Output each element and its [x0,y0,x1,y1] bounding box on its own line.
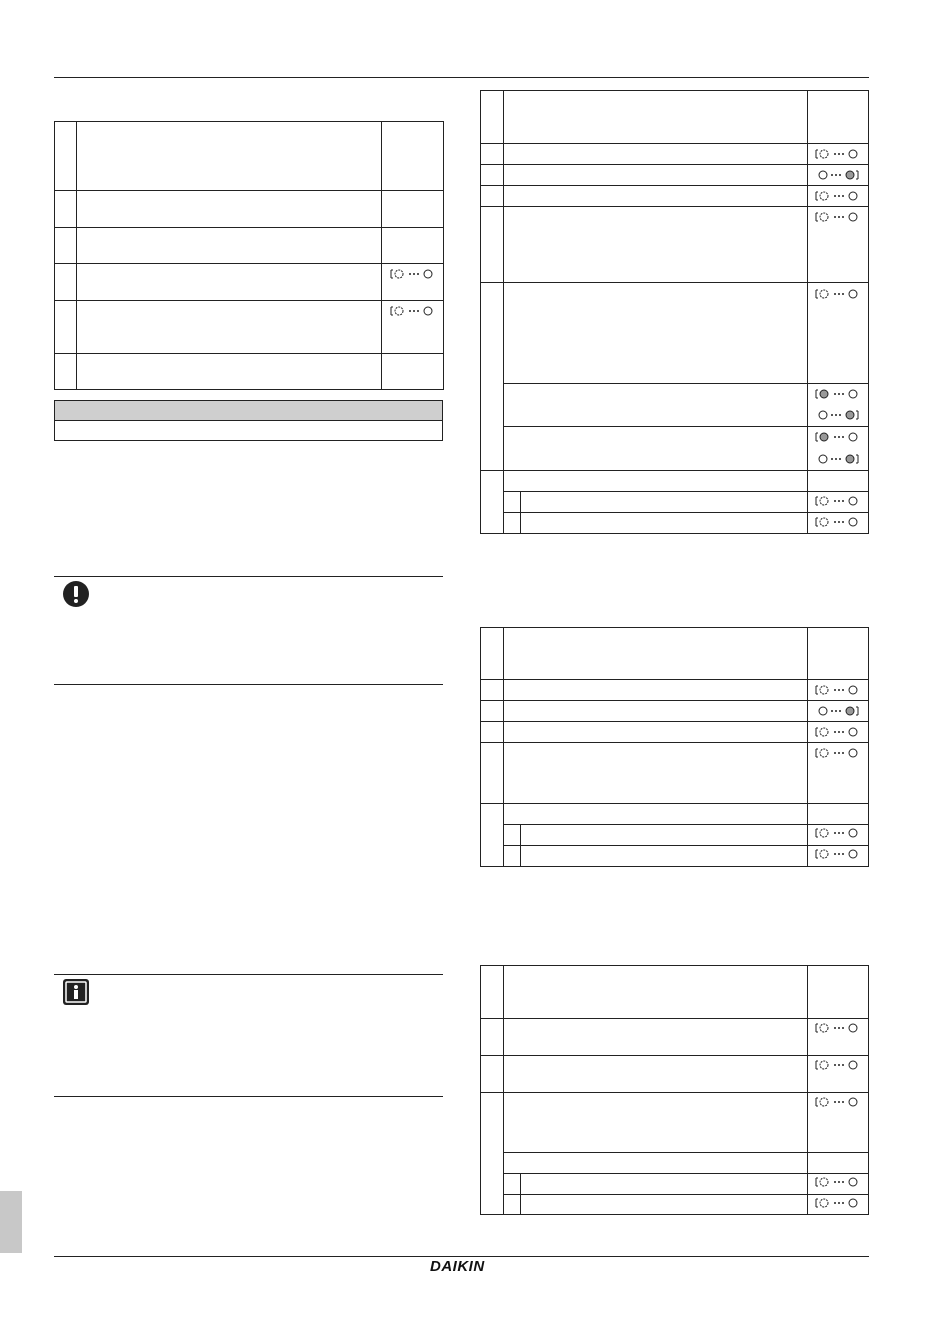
led-blinking-off-icon [815,211,861,223]
led-on-right-icon [815,705,861,717]
led-blinking-off-icon [390,268,436,280]
led-blinking-off-icon [815,495,861,507]
led-blinking-off-icon [815,1197,861,1209]
brand-logo: DAIKIN [430,1258,485,1275]
shaded-body-row [54,421,443,441]
info-square-icon [62,978,90,1006]
led-blinking-off-icon [815,148,861,160]
info-bottom-rule [54,1096,443,1097]
table-row [55,228,444,264]
led-blinking-off-icon [815,288,861,300]
led-blinking-off-icon [390,305,436,317]
left-table [54,121,444,390]
table-row [55,301,444,354]
info-top-rule [54,974,443,975]
warning-top-rule [54,576,443,577]
right-table-1 [480,90,870,536]
table-row [55,264,444,301]
led-blinking-off-icon [815,726,861,738]
table-row [55,191,444,228]
led-on-left-icon [815,431,861,443]
led-on-right-icon [815,169,861,181]
led-blinking-off-icon [815,684,861,696]
table-row [55,122,444,191]
warning-bottom-rule [54,684,443,685]
header-rule [54,77,869,78]
led-blinking-off-icon [815,747,861,759]
side-tab [0,1191,22,1253]
led-blinking-off-icon [815,848,861,860]
exclamation-circle-icon [62,580,90,608]
led-blinking-off-icon [815,1096,861,1108]
right-table-2 [480,627,870,869]
led-blinking-off-icon [815,1059,861,1071]
table-row [55,354,444,390]
led-blinking-off-icon [815,827,861,839]
shaded-header [54,400,443,421]
led-blinking-off-icon [815,516,861,528]
led-on-right-icon [815,409,861,421]
footer-rule [54,1256,869,1257]
led-on-right-icon [815,453,861,465]
led-on-left-icon [815,388,861,400]
led-blinking-off-icon [815,1022,861,1034]
led-blinking-off-icon [815,190,861,202]
led-blinking-off-icon [815,1176,861,1188]
right-table-3 [480,965,870,1217]
